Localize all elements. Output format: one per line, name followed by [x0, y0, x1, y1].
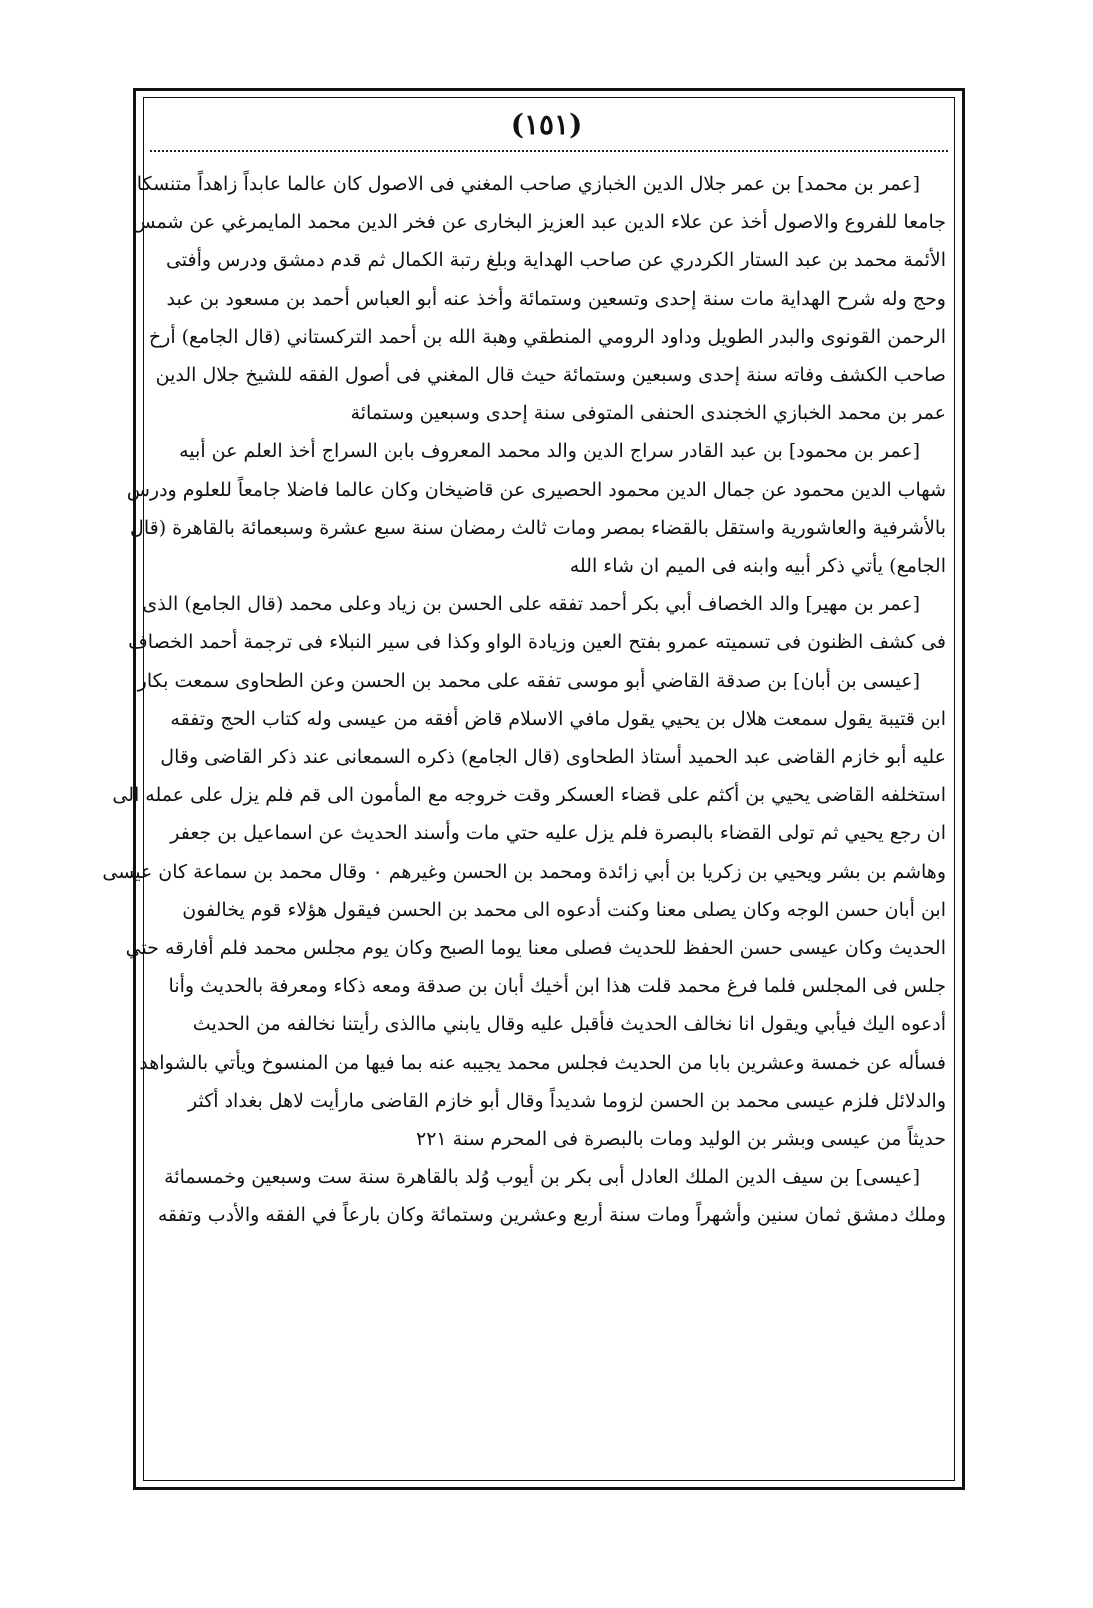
biography-entry	[126, 432, 946, 585]
entry-text-line: الرحمن القونوى والبدر الطويل وداود الرومي المنطقي وهبة الله بن أحمد التركستاني (قال الجامع) أرخ	[148, 325, 946, 348]
entry-heading-line: [عمر بن محمد] بن عمر جلال الدين الخبازي صاحب المغني فى الاصول كان عالما عابداً زاهداً متنسكا	[136, 173, 920, 195]
entry-heading-line: [عمر بن مهير] والد الخصاف أبي بكر أحمد تفقه على الحسن بن زياد وعلى محمد (قال الجامع) الذى	[142, 593, 920, 616]
entry-text-line: شهاب الدين محمود عن جمال الدين محمود الحصيرى عن قاضيخان وكان عالما فاضلا جامعاً للعلوم ودرس	[126, 478, 946, 501]
entry-text-line: الجامع) يأتي ذكر أبيه وابنه فى الميم ان شاء الله	[569, 555, 946, 578]
entry-text-line: جامعا للفروع والاصول أخذ عن علاء الدين عبد العزيز البخارى عن فخر الدين محمد المايمرغي عن شمس	[132, 211, 946, 234]
biography-entry	[152, 1158, 946, 1234]
entry-text-line: عليه أبو خازم القاضى عبد الحميد أستاذ الطحاوى (قال الجامع) ذكره السمعانى عند ذكر القاضى وقال	[160, 746, 946, 769]
entry-text-line: ابن قتيبة يقول سمعت هلال بن يحيي يقول مافي الاسلام قاض أفقه من عيسى وله كتاب الحج وتفقه	[170, 707, 946, 730]
entry-text-line: حديثاً من عيسى وبشر بن الوليد ومات بالبصرة فى المحرم سنة ٢٢١	[416, 1128, 946, 1151]
entry-text-line: والدلائل فلزم عيسى محمد بن الحسن لزوما شديداً وقال أبو خازم القاضى مارأيت لاهل بغداد أكثر	[187, 1089, 946, 1112]
entry-text-line: ابن أبان حسن الوجه وكان يصلى معنا وكنت أدعوه الى محمد بن الحسن فيقول هؤلاء قوم يخالفون	[182, 898, 946, 921]
header-divider	[150, 150, 948, 152]
entry-text-line: الأئمة محمد بن عبد الستار الكردري عن صاحب الهداية وبلغ رتبة الكمال ثم قدم دمشق ودرس وأفتى	[165, 249, 946, 272]
entry-text-line: ان رجع يحيي ثم تولى القضاء بالبصرة فلم يزل عليه حتي مات وأسند الحديث عن اسماعيل بن جعفر	[170, 822, 946, 845]
entry-text-line: صاحب الكشف وفاته سنة إحدى وسبعين وستمائة حيث قال المغني فى أصول الفقه للشيخ جلال الدين	[155, 364, 946, 387]
page-number: (١٥١)	[510, 108, 583, 141]
entry-heading-line: [عيسى] بن سيف الدين الملك العادل أبى بكر بن أيوب وُلد بالقاهرة سنة ست وسبعين وخمسمائة	[164, 1166, 920, 1189]
entry-text-line: جلس فى المجلس فلما فرغ محمد قلت هذا ابن أخيك أبان بن صدقة ومعه ذكاء ومعرفة بالحديث وأنا	[168, 975, 946, 998]
entry-text-line: وحج وله شرح الهداية مات سنة إحدى وتسعين وستمائة وأخذ عنه أبو العباس أحمد بن مسعود بن عبد	[166, 287, 946, 310]
biography-entry	[132, 165, 946, 432]
biography-entry	[102, 662, 946, 1159]
entry-text-line: وهاشم بن بشر ويحيي بن زكريا بن أبي زائدة ومحمد بن الحسن وغيرهم ٠ وقال محمد بن سماعة كان عيسى	[102, 860, 946, 883]
entry-text-line: فى كشف الظنون فى تسميته عمرو بفتح العين وزيادة الواو وكذا فى سير النبلاء فى ترجمة أحمد الخصاف	[128, 631, 946, 654]
document-body	[102, 165, 946, 1235]
entry-text-line: عمر بن محمد الخبازي الخجندى الحنفى المتوفى سنة إحدى وسبعين وستمائة	[350, 402, 946, 425]
entry-text-line: أدعوه اليك فيأبي ويقول انا نخالف الحديث فأقبل عليه وقال يابني ماالذى رأيتنا نخالفه من الحديث	[192, 1013, 946, 1036]
biography-entry	[128, 585, 946, 661]
entry-heading-line: [عمر بن محمود] بن عبد القادر سراج الدين والد محمد المعروف بابن السراج أخذ العلم عن أبيه	[179, 440, 920, 463]
entry-text-line: بالأشرفية والعاشورية واستقل بالقضاء بمصر ومات ثالث رمضان سنة سبع عشرة وسبعمائة بالقاهرة (قال	[130, 516, 946, 539]
entry-text-line: فسأله عن خمسة وعشرين بابا من الحديث فجلس محمد يجيبه عنه بما فيها من المنسوخ ويأتي بالشواهد	[139, 1051, 946, 1074]
entry-text-line: وملك دمشق ثمان سنين وأشهراً ومات سنة أربع وعشرين وستمائة وكان بارعاً في الفقه والأدب وتفقه	[157, 1204, 946, 1227]
entry-text-line: الحديث وكان عيسى حسن الحفظ للحديث فصلى معنا يوما الصبح وكان يوم مجلس محمد فلم أفارقه حتي	[125, 937, 946, 960]
entry-heading-line: [عيسى بن أبان] بن صدقة القاضي أبو موسى تفقه على محمد بن الحسن وعن الطحاوى سمعت بكار	[137, 669, 920, 692]
entry-text-line: استخلفه القاضى يحيي بن أكثم على قضاء العسكر وقت خروجه مع المأمون الى قم فلم يزل على عمله الى	[112, 784, 946, 807]
